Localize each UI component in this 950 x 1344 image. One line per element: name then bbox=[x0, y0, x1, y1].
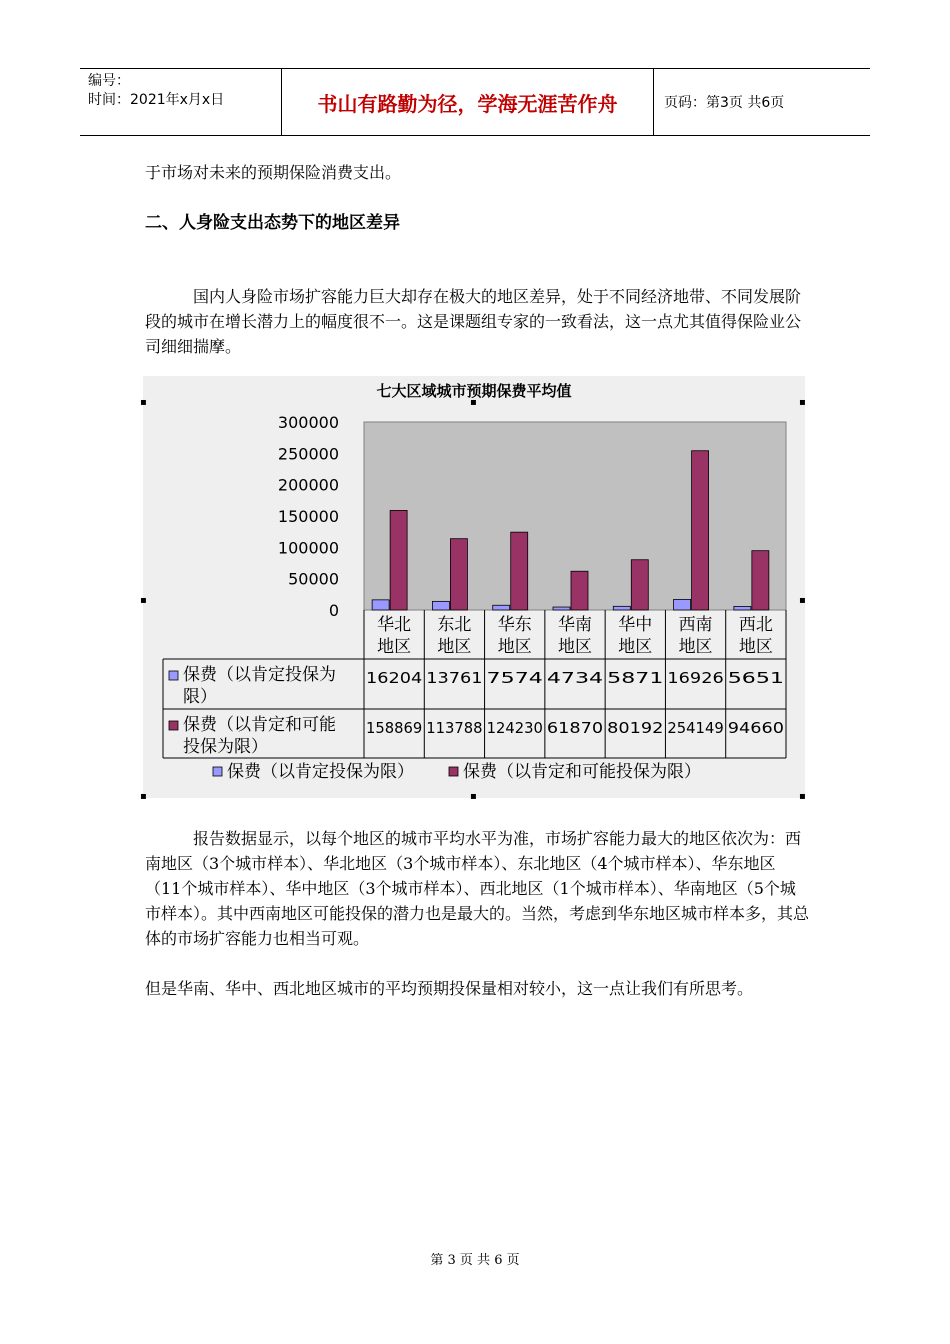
chart-title: 七大区域城市预期保费平均值 bbox=[376, 382, 572, 400]
legend-swatch bbox=[449, 767, 458, 776]
category-label: 东北 bbox=[437, 615, 472, 635]
section-heading: 二、人身险支出态势下的地区差异 bbox=[145, 213, 400, 233]
category-label: 地区 bbox=[558, 637, 592, 657]
y-tick-label: 50000 bbox=[288, 569, 339, 589]
data-table-cell: 4734 bbox=[546, 669, 604, 687]
selection-handle[interactable]: ▪ bbox=[470, 397, 477, 408]
category-label: 华北 bbox=[377, 615, 412, 635]
series-row-label: 投保为限） bbox=[183, 737, 268, 757]
data-table-cell: 94660 bbox=[727, 719, 784, 737]
bar bbox=[432, 601, 449, 610]
bar bbox=[511, 532, 528, 610]
series-key-swatch bbox=[169, 671, 178, 680]
selection-handle[interactable]: ▪ bbox=[799, 791, 806, 802]
bar bbox=[493, 605, 510, 610]
bar bbox=[553, 607, 570, 610]
y-tick-label: 150000 bbox=[277, 507, 339, 526]
header-motto: 书山有路勤为径，学海无涯苦作舟 bbox=[282, 69, 654, 135]
data-table-cell: 16204 bbox=[366, 669, 423, 687]
data-table-cell: 5651 bbox=[727, 669, 784, 687]
document-time-label: 时间：2021年x月x日 bbox=[88, 92, 225, 108]
y-tick-label: 200000 bbox=[277, 475, 339, 495]
selection-handle[interactable]: ▪ bbox=[470, 791, 477, 802]
y-tick-label: 0 bbox=[328, 601, 339, 620]
category-label: 地区 bbox=[678, 637, 713, 657]
data-table-cell: 254149 bbox=[667, 719, 724, 737]
category-label: 地区 bbox=[437, 637, 472, 657]
bar bbox=[571, 571, 588, 610]
paragraph-1: 于市场对未来的预期保险消费支出。 bbox=[145, 163, 402, 182]
category-label: 华中 bbox=[618, 615, 653, 635]
series-row-label: 保费（以肯定投保为 bbox=[183, 665, 336, 685]
series-row-label: 保费（以肯定和可能 bbox=[183, 715, 336, 735]
legend-label: 保费（以肯定投保为限） bbox=[227, 762, 414, 782]
category-label: 地区 bbox=[738, 637, 773, 657]
category-label: 西南 bbox=[678, 615, 713, 635]
category-label: 地区 bbox=[618, 637, 653, 657]
document-number-label: 编号： bbox=[88, 73, 130, 89]
data-table-cell: 5871 bbox=[607, 669, 664, 687]
bar bbox=[372, 600, 389, 610]
legend-swatch bbox=[213, 767, 222, 776]
selection-handle[interactable]: ▪ bbox=[799, 595, 806, 606]
bar bbox=[613, 606, 630, 610]
chart-canvas bbox=[143, 376, 805, 798]
header-page-label: 页码：第3页 共6页 bbox=[664, 95, 785, 111]
selection-handle[interactable]: ▪ bbox=[799, 397, 806, 408]
data-table-cell: 7574 bbox=[486, 669, 543, 687]
data-table-cell: 113788 bbox=[426, 719, 483, 737]
category-label: 华东 bbox=[497, 615, 532, 635]
category-label: 华南 bbox=[558, 615, 592, 635]
series-row-label: 限） bbox=[183, 687, 217, 707]
data-table-cell: 80192 bbox=[607, 719, 664, 737]
bar bbox=[734, 606, 751, 610]
bar bbox=[390, 510, 407, 610]
bar bbox=[752, 551, 769, 610]
selection-handle[interactable]: ▪ bbox=[140, 595, 147, 606]
y-tick-label: 100000 bbox=[277, 538, 339, 558]
bar bbox=[692, 451, 709, 610]
bar bbox=[450, 539, 467, 610]
selection-handle[interactable]: ▪ bbox=[140, 791, 147, 802]
data-table-cell: 158869 bbox=[366, 719, 423, 737]
category-label: 地区 bbox=[377, 637, 412, 657]
bar bbox=[674, 599, 691, 610]
y-tick-label: 300000 bbox=[277, 413, 339, 432]
paragraph-2: 国内人身险市场扩容能力巨大却存在极大的地区差异，处于不同经济地带、不同发展阶段的城市在增长潜力上的幅度很不一。这是课题组专家的一致看法，这一点尤其值得保险业公司细细揣摩。 bbox=[145, 287, 802, 356]
series-key-swatch bbox=[169, 721, 178, 730]
data-table-cell: 61870 bbox=[546, 719, 604, 737]
category-label: 西北 bbox=[738, 615, 773, 635]
legend-label: 保费（以肯定和可能投保为限） bbox=[463, 762, 701, 782]
page-header bbox=[80, 68, 870, 136]
bar-chart bbox=[143, 376, 805, 798]
bar bbox=[631, 560, 648, 610]
y-tick-label: 250000 bbox=[277, 444, 339, 464]
selection-handle[interactable]: ▪ bbox=[140, 397, 147, 408]
data-table-cell: 13761 bbox=[426, 669, 483, 687]
paragraph-3: 报告数据显示，以每个地区的城市平均水平为准，市场扩容能力最大的地区依次为：西南地区（3个城市样本）、华北地区（3个城市样本）、东北地区（4个城市样本）、华东地区（11个城市样本）、华中地区（3个城市样本）、西北地区（1个城市样本）、华南地区（5个城市样本）。其中西南地区可能投保的潜力也是最大的。当然，考虑到华东地区城市样本多，其总体的市场扩容能力也相当可观。 bbox=[145, 829, 810, 948]
header-left-cell bbox=[80, 69, 282, 135]
data-table-cell: 124230 bbox=[486, 719, 543, 737]
page-footer: 第 3 页 共 6 页 bbox=[430, 1253, 520, 1268]
category-label: 地区 bbox=[497, 637, 532, 657]
paragraph-4: 但是华南、华中、西北地区城市的平均预期投保量相对较小，这一点让我们有所思考。 bbox=[145, 979, 754, 998]
data-table-cell: 16926 bbox=[667, 669, 724, 687]
